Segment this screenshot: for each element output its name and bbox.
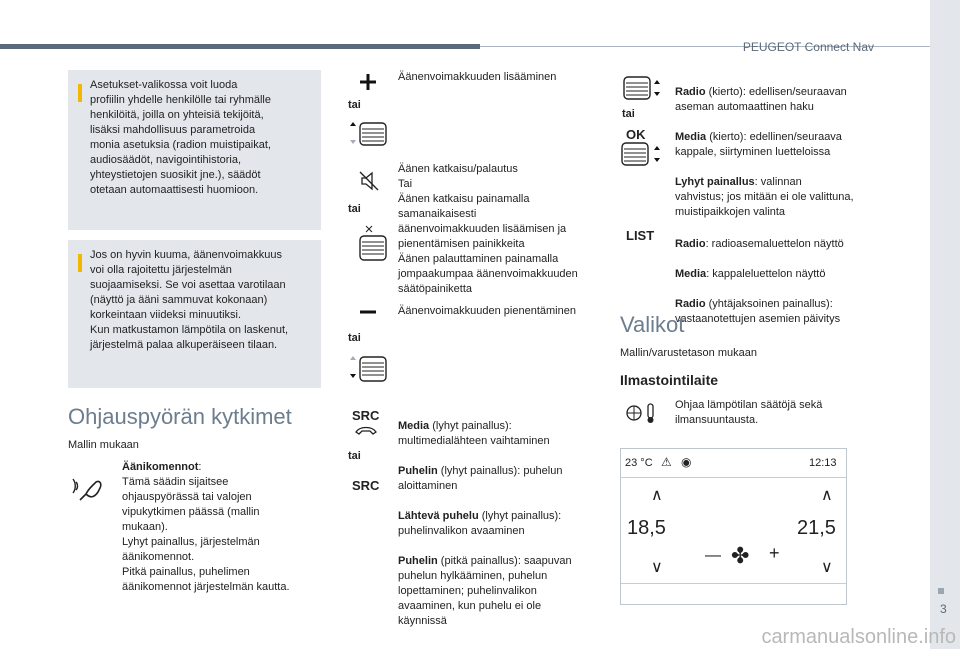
clock: 12:13 — [809, 457, 837, 469]
info-note-heat — [68, 240, 321, 388]
valikot-title: Valikot — [620, 312, 685, 337]
right-temp-up-button[interactable]: ∧ — [821, 487, 833, 504]
fan-up-button[interactable]: + — [769, 543, 780, 563]
volume-up-desc: Äänenvoimakkuuden lisääminen — [398, 71, 557, 83]
phone-icon — [354, 424, 378, 436]
fan-down-button[interactable]: — — [705, 547, 721, 564]
wheel-item: Media (kierto): edellinen/seuraava kappale, siirtyminen luetteloissa — [675, 131, 842, 158]
voice-command-icon — [72, 470, 112, 506]
or-label: tai — [622, 108, 635, 120]
voice-command-desc — [122, 460, 322, 595]
note-accent — [78, 254, 82, 272]
fan-icon[interactable]: ✤ — [731, 543, 750, 568]
left-temp-up-button[interactable]: ∧ — [651, 487, 663, 504]
valikot-subtitle: Mallin/varustetason mukaan — [620, 347, 757, 359]
wheel-item: Radio (kierto): edellisen/seuraavan aseman automaattinen haku — [675, 86, 847, 113]
wheel-desc — [675, 70, 875, 235]
or-label: tai — [348, 450, 361, 462]
volume-down-desc: Äänenvoimakkuuden pienentäminen — [398, 305, 576, 317]
climate-desc: Ohjaa lämpötilan säätöjä sekä ilmansuuntausta. — [675, 399, 823, 426]
side-strip — [930, 0, 960, 649]
info-note-profiles — [68, 70, 321, 230]
left-temp: 18,5 — [627, 517, 666, 539]
minus-icon — [358, 308, 378, 316]
src-item: Lähtevä puhelu (lyhyt painallus): puhelinvalikon avaaminen — [398, 510, 562, 537]
or-label: tai — [348, 332, 361, 344]
list-item: Radio (yhtäjaksoinen painallus): vastaanotettujen asemien päivitys — [675, 298, 841, 325]
mute-desc: Äänen katkaisu/palautus Tai Äänen katkaisu painamalla samanaikaisesti äänenvoimakkuuden lisäämisen ja pienentämisen painikkeita Äänen palauttaminen painamalla jompaakumpaa äänenvoimakkuuden säätöpainiketta — [398, 163, 578, 295]
mute-icon — [358, 170, 380, 192]
watermark: carmanualsonline.info — [761, 626, 956, 648]
header-title: PEUGEOT Connect Nav — [742, 40, 874, 54]
climate-icon — [624, 402, 660, 424]
continue-marker — [938, 588, 944, 594]
header-bar — [0, 44, 480, 49]
voice-text: : Tämä säädin sijaitsee ohjauspyörässä tai valojen vipukytkimen päässä (mallin mukaan). Lyhyt painallus, järjestelmän äänikomennot. Pitkä painallus, puhelimen äänikomennot järjestelmän kautta. — [122, 461, 290, 593]
src-item: Media (lyhyt painallus): multimedialähteen vaihtaminen — [398, 420, 550, 447]
list-item: Radio: radioasemaluettelon näyttö — [675, 238, 844, 250]
section-title: Ohjauspyörän kytkimet — [68, 404, 292, 429]
src-item: Puhelin (lyhyt painallus): puhelun aloittaminen — [398, 465, 563, 492]
list-item: Media: kappaleluettelon näyttö — [675, 268, 826, 280]
bottom-divider — [621, 583, 846, 584]
ok-label: OK — [626, 127, 646, 142]
location-icon: ◉ — [681, 455, 692, 469]
plus-icon — [358, 72, 378, 92]
left-temp-down-button[interactable]: ∨ — [651, 559, 663, 576]
list-label: LIST — [626, 228, 655, 243]
climate-title: Ilmastointilaite — [620, 372, 719, 388]
scroll-wheel-down-icon — [346, 354, 388, 384]
warning-icon: ⚠ — [661, 455, 672, 469]
voice-label: Äänikomennot — [122, 461, 199, 473]
src-label-2: SRC — [352, 478, 380, 493]
note-text: Jos on hyvin kuuma, äänenvoimakkuus voi olla rajoitettu järjestelmän suojaamiseksi. Se voi asettaa varotilaan (näyttö ja ääni sammuvat kokonaan) korkeintaan viideksi minuutiksi. Kun matkustamon lämpötila on laskenut, järjestelmä palaa alkuperäiseen tilaan. — [90, 249, 289, 351]
scroll-wheel-icon — [346, 120, 388, 148]
note-accent — [78, 84, 82, 102]
src-desc — [398, 404, 598, 644]
src-label: SRC — [352, 408, 380, 423]
src-item: Puhelin (pitkä painallus): saapuvan puhelun hylkääminen, puhelun lopettaminen; puhelinvalikon avaaminen, kun puhelu ei ole käynnissä — [398, 555, 572, 627]
list-desc — [675, 222, 875, 342]
wheel-item: Lyhyt painallus: valinnan vahvistus; jos mitään ei ole valittuna, muistipaikkojen valinta — [675, 176, 854, 218]
right-temp: 21,5 — [797, 517, 836, 539]
scroll-wheel-mute-icon — [346, 224, 388, 264]
or-label: tai — [348, 203, 361, 215]
climate-screen — [620, 448, 847, 605]
outside-temp: 23 °C — [625, 457, 653, 469]
note-text: Asetukset-valikossa voit luoda profiilin yhdelle henkilölle tai ryhmälle henkilöitä, joilla on yhteisiä tekijöitä, lisäksi mahdollisuus parametroida monia asetuksia (radion muistipaikat, audiosäädöt, navigointihistoria, yhteystietojen suosikit jne.), säädöt otetaan automaattisesti huomioon. — [90, 79, 271, 196]
status-divider — [621, 477, 846, 478]
page-number: 3 — [940, 602, 947, 616]
section-subtitle: Mallin mukaan — [68, 439, 139, 451]
scroll-wheel-ok-icon — [620, 140, 666, 168]
scroll-wheel-icon — [622, 74, 664, 102]
right-temp-down-button[interactable]: ∨ — [821, 559, 833, 576]
or-label: tai — [348, 99, 361, 111]
